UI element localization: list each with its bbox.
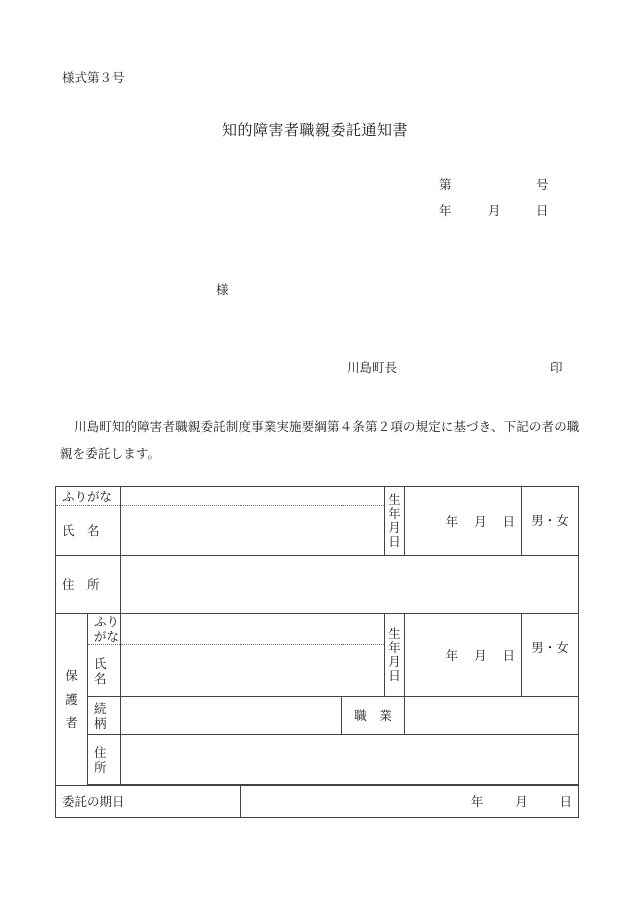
document-title: 知的障害者職親委託通知書 [221, 121, 408, 139]
subject-name-label: 氏 名 [56, 506, 121, 556]
issue-date-year: 年 [439, 203, 452, 218]
subject-birth-label [385, 487, 405, 556]
subject-address-field[interactable] [121, 556, 579, 614]
guardian-birth-vertical: 生 年 月 日 [388, 626, 401, 683]
guardian-birth-date-field[interactable]: 年 月 日 [405, 614, 522, 697]
issue-date-month: 月 [488, 203, 501, 218]
commission-period-field[interactable]: 年 月 日 [241, 786, 579, 818]
addressee-suffix: 様 [216, 282, 229, 297]
doc-number-prefix: 第 [439, 177, 452, 192]
subject-birth-date-field[interactable]: 年 月 日 [405, 487, 522, 556]
guardian-name-label: 氏 名 [88, 645, 121, 697]
body-paragraph: 川島町知的障害者職親委託制度事業実施要綱第４条第２項の規定に基づき、下記の者の職親を委託します。 [60, 419, 580, 461]
guardian-furigana-label: ふりがな [88, 614, 121, 645]
subject-name-field[interactable] [121, 506, 385, 556]
seal-mark: 印 [550, 360, 563, 375]
subject-furigana-label: ふりがな [56, 487, 121, 506]
guardian-name-field[interactable] [121, 645, 385, 697]
commission-period-label: 委託の期日 [56, 786, 241, 818]
subject-sex-field[interactable]: 男・女 [522, 487, 579, 556]
guardian-relation-label: 続 柄 [88, 697, 121, 735]
guardian-address-label: 住 所 [88, 735, 121, 785]
guardian-vertical: 保 護 者 [65, 667, 78, 731]
guardian-occupation-field[interactable] [405, 697, 579, 735]
guardian-label [56, 614, 88, 786]
commission-form-table [55, 486, 579, 818]
doc-number-suffix: 号 [536, 177, 549, 192]
guardian-address-field[interactable] [121, 735, 579, 785]
subject-furigana-field[interactable] [121, 487, 385, 506]
subject-birth-vertical: 生 年 月 日 [388, 492, 401, 549]
subject-address-label: 住 所 [56, 556, 121, 614]
issue-date-day: 日 [536, 203, 549, 218]
guardian-furigana-field[interactable] [121, 614, 385, 645]
guardian-occupation-label: 職 業 [342, 697, 405, 735]
form-number: 様式第３号 [62, 70, 125, 85]
guardian-birth-label [385, 614, 405, 697]
guardian-sex-field[interactable]: 男・女 [522, 614, 579, 697]
guardian-relation-field[interactable] [121, 697, 342, 735]
sender-title: 川島町長 [347, 360, 398, 375]
